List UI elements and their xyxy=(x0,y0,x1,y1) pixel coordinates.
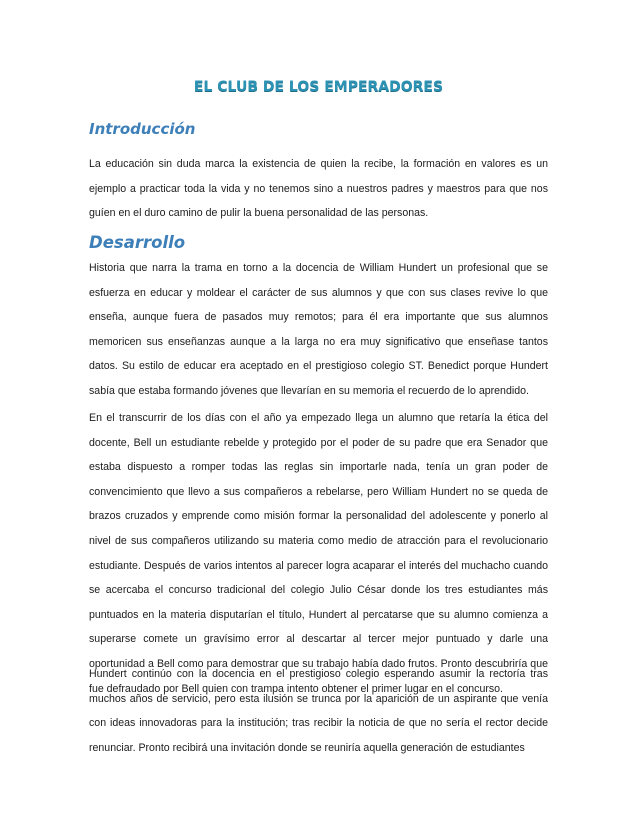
section-heading-desarrollo: Desarrollo xyxy=(89,233,186,252)
document-title: EL CLUB DE LOS EMPERADORES xyxy=(193,79,444,95)
document-page xyxy=(89,0,548,826)
paragraph-desarrollo-1: Historia que narra la trama en torno a la docencia de William Hundert un profesional que se esfuerza en educar y moldear el carácter de sus alumnos y que con sus clases revive lo que enseña, aunque fuera de pasados muy remotos; para él era importante que sus alumnos memoricen sus enseñanzas aunque a la larga no era muy significativo que enseñase tantos datos. Su estilo de educar era aceptado en el prestigioso colegio ST. Benedict porque Hundert sabía que estaba formando jóvenes que llevarían en su memoria el recuerdo de lo aprendido. xyxy=(89,262,548,397)
section-heading-introduccion: Introducción xyxy=(89,120,196,138)
paragraph-introduccion: La educación sin duda marca la existencia de quien la recibe, la formación en valores es un ejemplo a practicar toda la vida y no tenemos sino a nuestros padres y maestros para que nos guíen en el duro camino de pulir la buena personalidad de las personas. xyxy=(89,158,548,220)
paragraph-desarrollo-3: Hundert continúo con la docencia en el prestigioso colegio esperando asumir la rectoría tras muchos años de servicio, pero esta ilusión se trunca por la aparición de un aspirante que venía con ideas innovadoras para la institución; tras recibir la noticia de que no sería el rector decide renunciar. Pronto recibirá una invitación donde se reuniría aquella generación de estudiantes xyxy=(89,668,548,754)
paragraph-desarrollo-2: En el transcurrir de los días con el año ya empezado llega un alumno que retaría la ética del docente, Bell un estudiante rebelde y protegido por el poder de su padre que era Senador que estaba dispuesto a romper todas las reglas sin importarle nada, tenía un gran poder de convencimiento que llevo a sus compañeros a rebelarse, pero William Hundert no se queda de brazos cruzados y emprende como misión formar la personalidad del adolescente y ponerlo al nivel de sus compañeros utilizando su materia como medio de atracción para el revolucionario estudiante. Después de varios intentos al parecer logra acaparar el interés del muchacho cuando se acercaba el concurso tradicional del colegio Julio César donde los tres estudiantes más puntuados en la materia disputarían el título, Hundert al percatarse que su alumno comienza a superarse comete un gravísimo error al descartar al tercer mejor puntuado y darle una oportunidad a Bell como para demostrar que su trabajo había dado frutos. Pronto descubriría que fue defraudado por Bell quien con trampa intento obtener el primer lugar en el concurso. xyxy=(89,412,548,695)
document-title-container xyxy=(89,78,548,96)
